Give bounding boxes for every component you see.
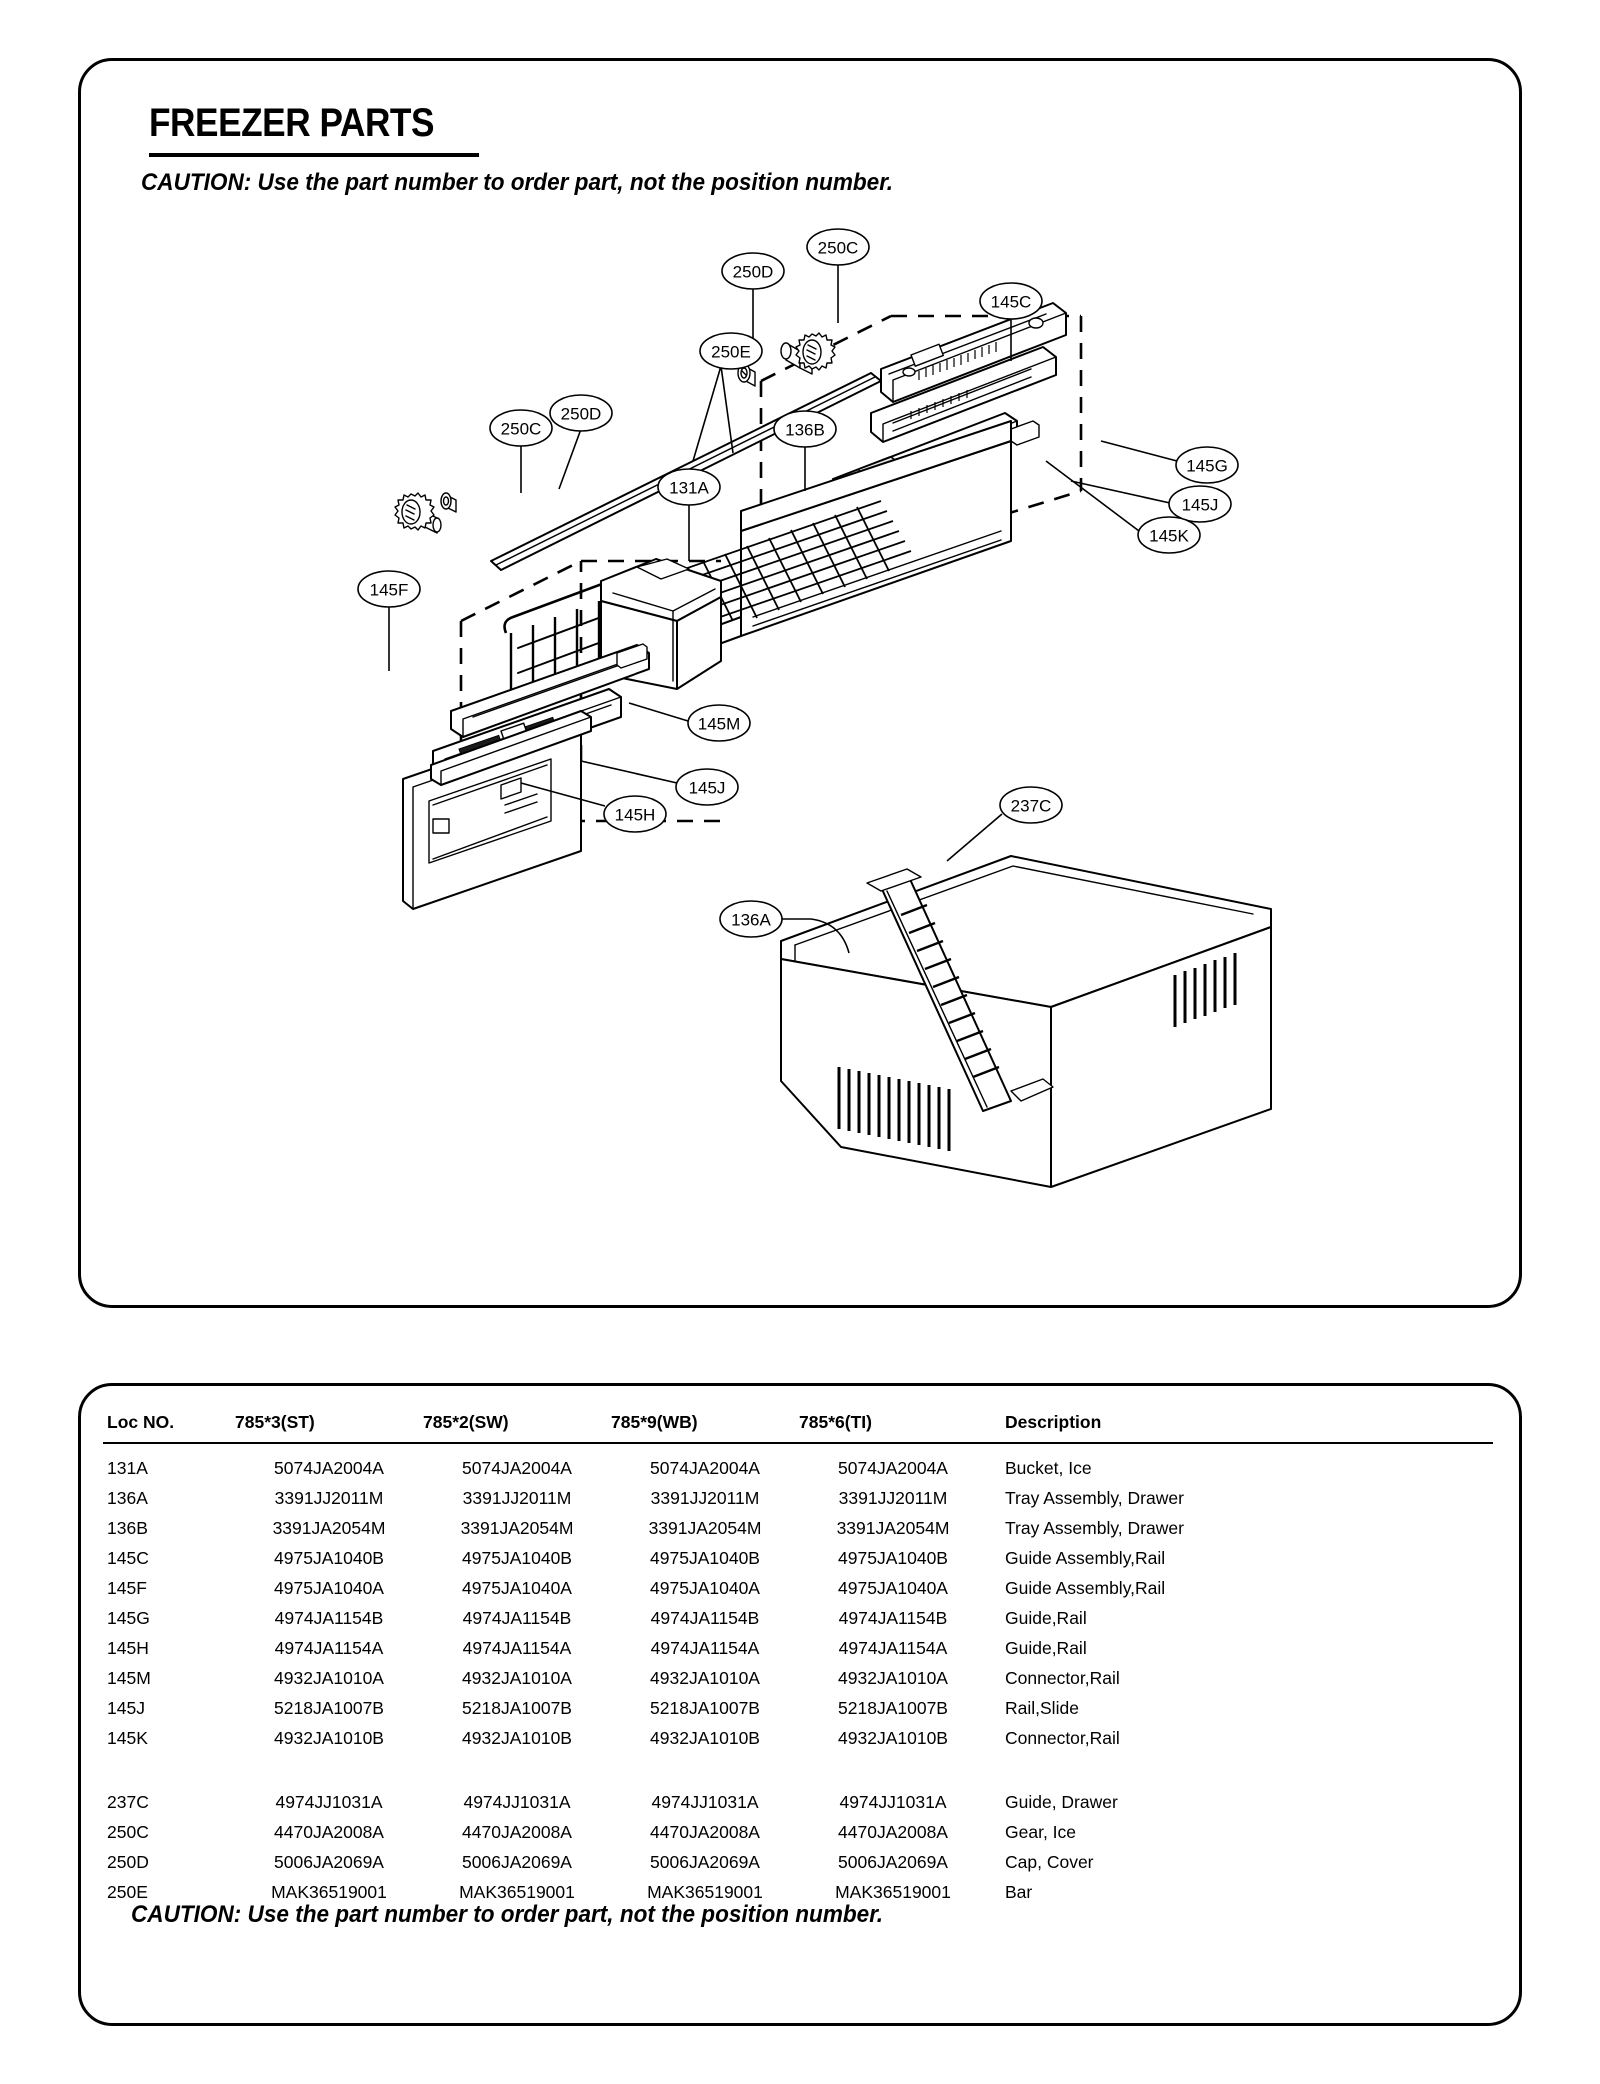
part-number-cell-2: 4974JJ1031A xyxy=(463,1791,571,1812)
part-number-cell-2: 4974JA1154B xyxy=(462,1607,572,1628)
part-number-cell-1: 5074JA2004A xyxy=(274,1457,384,1478)
part-number-cell-3: 4974JA1154B xyxy=(650,1607,760,1628)
part-number-cell-1: 4932JA1010B xyxy=(274,1727,384,1748)
loc-cell: 145F xyxy=(107,1577,147,1598)
callout-label: 250D xyxy=(732,262,774,282)
part-number-cell-3: 4974JJ1031A xyxy=(651,1791,759,1812)
table-header xyxy=(103,1412,1493,1443)
part-number-cell-1: 4470JA2008A xyxy=(274,1821,384,1842)
callout-label: 250E xyxy=(711,342,751,362)
page-title: FREEZER PARTS xyxy=(149,101,435,145)
part-number-cell-2: 3391JA2054M xyxy=(460,1517,574,1538)
callout-label: 145J xyxy=(688,778,726,798)
part-number-cell-1: 5218JA1007B xyxy=(274,1697,384,1718)
part-250C-gear-left xyxy=(395,493,441,533)
part-number-cell-1: 3391JJ2011M xyxy=(274,1487,384,1508)
callout-label: 145G xyxy=(1186,456,1228,476)
table-row xyxy=(103,1573,1493,1603)
part-136A-tray-assembly-drawer-bottom xyxy=(781,856,1271,1187)
part-number-cell-1: 5006JA2069A xyxy=(274,1851,384,1872)
loc-cell: 145H xyxy=(107,1637,149,1658)
callout-label: 145H xyxy=(614,805,656,825)
part-number-cell-3: 5218JA1007B xyxy=(650,1697,760,1718)
description-cell: Guide,Rail xyxy=(1005,1637,1087,1658)
part-number-cell-4: 4974JA1154A xyxy=(838,1637,948,1658)
callout-label: 237C xyxy=(1010,796,1052,816)
part-number-cell-3: 4975JA1040A xyxy=(650,1577,760,1598)
callout-label: 250C xyxy=(817,238,859,258)
part-number-cell-2: 5074JA2004A xyxy=(462,1457,572,1478)
part-number-cell-4: 3391JJ2011M xyxy=(838,1487,948,1508)
callout-label: 136A xyxy=(731,910,771,930)
parts-table-panel xyxy=(78,1383,1522,2026)
description-cell: Tray Assembly, Drawer xyxy=(1005,1487,1184,1508)
loc-cell: 145J xyxy=(107,1697,145,1718)
caution-note-bottom: CAUTION: Use the part number to order part, not the position number. xyxy=(131,1901,884,1928)
table-row xyxy=(103,1443,1493,1483)
callout-145J-left xyxy=(581,761,738,805)
loc-cell: 250D xyxy=(107,1851,149,1872)
part-250D-cap-left xyxy=(441,493,456,512)
part-number-cell-1: MAK36519001 xyxy=(271,1881,387,1902)
part-number-cell-3: 5074JA2004A xyxy=(650,1457,760,1478)
callout-250C-left xyxy=(490,410,552,493)
table-row xyxy=(103,1603,1493,1633)
diagram-panel xyxy=(78,58,1522,1308)
column-header-col3: 785*9(WB) xyxy=(611,1412,698,1432)
callout-237C xyxy=(947,787,1062,861)
column-header-col2: 785*2(SW) xyxy=(423,1412,509,1432)
part-number-cell-2: 4932JA1010A xyxy=(462,1667,572,1688)
part-number-cell-2: 4975JA1040A xyxy=(462,1577,572,1598)
callout-label: 131A xyxy=(669,478,709,498)
caution-note-top: CAUTION: Use the part number to order part, not the position number. xyxy=(141,169,894,196)
part-number-cell-2: 4470JA2008A xyxy=(462,1821,572,1842)
part-number-cell-3: 5006JA2069A xyxy=(650,1851,760,1872)
loc-cell: 145M xyxy=(107,1667,151,1688)
part-number-cell-3: 3391JA2054M xyxy=(648,1517,762,1538)
callout-145F xyxy=(358,571,420,671)
description-cell: Tray Assembly, Drawer xyxy=(1005,1517,1184,1538)
table-row xyxy=(103,1847,1493,1877)
callout-label: 145K xyxy=(1149,526,1189,546)
column-header-loc: Loc NO. xyxy=(107,1412,175,1432)
callout-label: 136B xyxy=(785,420,825,440)
callout-250C-top xyxy=(807,229,869,323)
description-cell: Guide,Rail xyxy=(1005,1607,1087,1628)
callout-label: 250C xyxy=(500,419,542,439)
callout-145M xyxy=(629,703,750,741)
part-number-cell-4: 4975JA1040B xyxy=(838,1547,948,1568)
callout-145G xyxy=(1101,441,1238,483)
callout-label: 145M xyxy=(697,714,741,734)
part-number-cell-4: 4470JA2008A xyxy=(838,1821,948,1842)
part-number-cell-3: 4932JA1010B xyxy=(650,1727,760,1748)
part-number-cell-1: 4932JA1010A xyxy=(274,1667,384,1688)
part-number-cell-2: 4975JA1040B xyxy=(462,1547,572,1568)
description-cell: Guide Assembly,Rail xyxy=(1005,1577,1166,1598)
part-number-cell-2: 5006JA2069A xyxy=(462,1851,572,1872)
description-cell: Rail,Slide xyxy=(1005,1697,1079,1718)
loc-cell: 131A xyxy=(107,1457,148,1478)
spacer-cell xyxy=(103,1753,1493,1787)
description-cell: Guide, Drawer xyxy=(1005,1791,1118,1812)
part-number-cell-4: MAK36519001 xyxy=(835,1881,951,1902)
part-number-cell-1: 4974JA1154B xyxy=(274,1607,384,1628)
part-number-cell-2: 3391JJ2011M xyxy=(462,1487,572,1508)
part-number-cell-3: 4470JA2008A xyxy=(650,1821,760,1842)
table-spacer-row xyxy=(103,1753,1493,1787)
part-number-cell-1: 4974JJ1031A xyxy=(275,1791,383,1812)
part-number-cell-1: 4975JA1040A xyxy=(274,1577,384,1598)
part-number-cell-3: MAK36519001 xyxy=(647,1881,763,1902)
part-number-cell-4: 3391JA2054M xyxy=(836,1517,950,1538)
part-number-cell-4: 5006JA2069A xyxy=(838,1851,948,1872)
part-number-cell-4: 4975JA1040A xyxy=(838,1577,948,1598)
loc-cell: 145K xyxy=(107,1727,148,1748)
part-number-cell-4: 4932JA1010A xyxy=(838,1667,948,1688)
freezer-parts-exploded-diagram xyxy=(81,61,1525,1311)
loc-cell: 136A xyxy=(107,1487,148,1508)
column-header-col1: 785*3(ST) xyxy=(235,1412,315,1432)
loc-cell: 136B xyxy=(107,1517,148,1538)
part-number-cell-3: 4932JA1010A xyxy=(650,1667,760,1688)
description-cell: Bucket, Ice xyxy=(1005,1457,1092,1478)
part-number-cell-4: 4932JA1010B xyxy=(838,1727,948,1748)
table-row xyxy=(103,1787,1493,1817)
table-row xyxy=(103,1817,1493,1847)
table-row xyxy=(103,1633,1493,1663)
table-row xyxy=(103,1723,1493,1753)
loc-cell: 145C xyxy=(107,1547,149,1568)
description-cell: Connector,Rail xyxy=(1005,1667,1120,1688)
description-cell: Connector,Rail xyxy=(1005,1727,1120,1748)
callout-label: 250D xyxy=(560,404,602,424)
callout-131A xyxy=(658,469,720,561)
table-row xyxy=(103,1693,1493,1723)
column-header-col4: 785*6(TI) xyxy=(799,1412,872,1432)
loc-cell: 237C xyxy=(107,1791,149,1812)
table-header-row xyxy=(103,1412,1493,1443)
table-row xyxy=(103,1513,1493,1543)
part-number-cell-4: 4974JA1154B xyxy=(838,1607,948,1628)
part-number-cell-4: 5218JA1007B xyxy=(838,1697,948,1718)
parts-table xyxy=(103,1412,1493,1907)
table-body xyxy=(103,1443,1493,1907)
column-header-desc: Description xyxy=(1005,1412,1102,1432)
table-row xyxy=(103,1663,1493,1693)
callout-250D-left xyxy=(550,395,612,489)
part-number-cell-3: 4974JA1154A xyxy=(650,1637,760,1658)
callout-label: 145C xyxy=(990,292,1032,312)
part-number-cell-1: 3391JA2054M xyxy=(272,1517,386,1538)
description-cell: Bar xyxy=(1005,1881,1033,1902)
loc-cell: 250C xyxy=(107,1821,149,1842)
part-number-cell-4: 4974JJ1031A xyxy=(839,1791,947,1812)
part-number-cell-2: 5218JA1007B xyxy=(462,1697,572,1718)
callout-label: 145F xyxy=(369,580,409,600)
description-cell: Cap, Cover xyxy=(1005,1851,1094,1872)
callout-label: 145J xyxy=(1181,495,1219,515)
part-number-cell-3: 3391JJ2011M xyxy=(650,1487,760,1508)
part-number-cell-2: MAK36519001 xyxy=(459,1881,575,1902)
part-number-cell-3: 4975JA1040B xyxy=(650,1547,760,1568)
table-row xyxy=(103,1543,1493,1573)
part-number-cell-1: 4974JA1154A xyxy=(274,1637,384,1658)
part-number-cell-2: 4932JA1010B xyxy=(462,1727,572,1748)
loc-cell: 250E xyxy=(107,1881,148,1902)
callout-145J-right xyxy=(1071,481,1231,522)
callout-136B xyxy=(774,411,836,491)
loc-cell: 145G xyxy=(107,1607,150,1628)
table-row xyxy=(103,1483,1493,1513)
part-number-cell-2: 4974JA1154A xyxy=(462,1637,572,1658)
description-cell: Gear, Ice xyxy=(1005,1821,1077,1842)
part-number-cell-1: 4975JA1040B xyxy=(274,1547,384,1568)
description-cell: Guide Assembly,Rail xyxy=(1005,1547,1166,1568)
part-number-cell-4: 5074JA2004A xyxy=(838,1457,948,1478)
